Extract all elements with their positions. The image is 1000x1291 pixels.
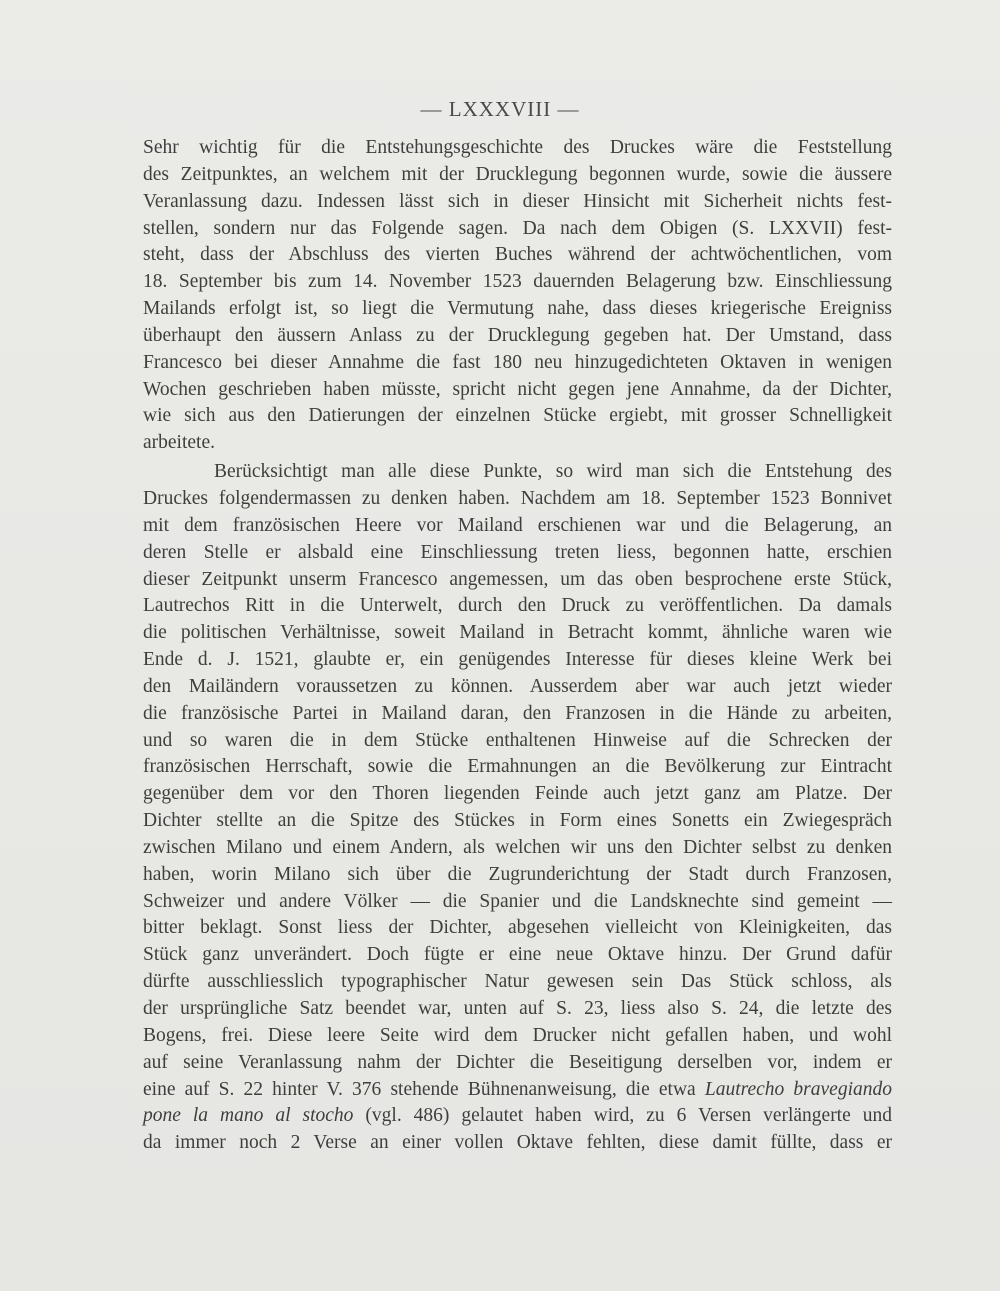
text-line: Mailands erfolgt ist, so liegt die Vermutung nahe, dass dieses kriegerische Ereigniss	[143, 298, 892, 320]
text-line: die französische Partei in Mailand daran, den Franzosen in die Hände zu arbeiten,	[143, 702, 892, 724]
text-line-mixed	[143, 1078, 892, 1102]
text-line: da immer noch 2 Verse an einer vollen Oktave fehlten, diese damit füllte, dass er	[143, 1132, 892, 1154]
text-line: Berücksichtigt man alle diese Punkte, so wird man sich die Entstehung des	[214, 461, 892, 483]
text-line: zwischen Milano und einem Andern, als welchen wir uns den Dichter selbst zu denken	[143, 836, 892, 858]
text-line: auf seine Veranlassung nahm der Dichter die Beseitigung derselben vor, indem er	[143, 1051, 892, 1073]
text-line: wie sich aus den Datierungen der einzelnen Stücke ergiebt, mit grosser Schnelligkeit	[143, 405, 892, 427]
text-line: haben, worin Milano sich über die Zugrunderichtung der Stadt durch Franzosen,	[143, 863, 892, 885]
text-line: steht, dass der Abschluss des vierten Buches während der achtwöchentlichen, vom	[143, 244, 892, 266]
text-line: überhaupt den äussern Anlass zu der Drucklegung gegeben hat. Der Umstand, dass	[143, 324, 892, 346]
text-segment: eine auf S. 22 hinter V. 376 stehende Bühnenanweisung, die etwa	[143, 1078, 705, 1100]
paragraph-1	[143, 136, 892, 1155]
text-line: Wochen geschrieben haben müsste, spricht nicht gegen jene Annahme, da der Dichter,	[143, 378, 892, 400]
text-line: die politischen Verhältnisse, soweit Mailand in Betracht kommt, ähnliche waren wie	[143, 622, 892, 644]
text-line: Lautrechos Ritt in die Unterwelt, durch den Druck zu veröffentlichen. Da damals	[143, 595, 892, 617]
text-line: deren Stelle er alsbald eine Einschliessung treten liess, begonnen hatte, erschien	[143, 541, 892, 563]
text-line: mit dem französischen Heere vor Mailand erschienen war und die Belagerung, an	[143, 514, 892, 536]
text-line: stellen, sondern nur das Folgende sagen. Da nach dem Obigen (S. LXXVII) fest-	[143, 217, 892, 239]
text-line: dieser Zeitpunkt unserm Francesco angemessen, um das oben besprochene erste Stück,	[143, 568, 892, 590]
text-line: Sehr wichtig für die Entstehungsgeschichte des Druckes wäre die Feststellung	[143, 137, 892, 158]
text-line: des Zeitpunktes, an welchem mit der Drucklegung begonnen wurde, sowie die äussere	[143, 163, 892, 185]
page-header: — LXXXVIII —	[420, 97, 580, 121]
text-line-mixed	[143, 1104, 892, 1128]
text-line: Bogens, frei. Diese leere Seite wird dem Drucker nicht gefallen haben, und wohl	[143, 1024, 892, 1046]
text-line: Veranlassung dazu. Indessen lässt sich in dieser Hinsicht mit Sicherheit nichts fest-	[143, 190, 892, 212]
text-line: Dichter stellte an die Spitze des Stückes in Form eines Sonetts ein Zwiegespräch	[143, 810, 892, 832]
text-line: Schweizer und andere Völker — die Spanier und die Landsknechte sind gemeint —	[143, 890, 892, 912]
text-line: der ursprüngliche Satz beendet war, unten auf S. 23, liess also S. 24, die letzte des	[143, 998, 892, 1019]
text-segment: (vgl. 486) gelautet haben wird, zu 6 Versen verlängerte und	[353, 1105, 892, 1127]
text-line: dürfte ausschliesslich typographischer Natur gewesen sein Das Stück schloss, als	[143, 971, 892, 993]
text-line: und so waren die in dem Stücke enthaltenen Hinweise auf die Schrecken der	[143, 729, 892, 751]
italic-phrase: Lautrecho bravegiando	[704, 1078, 892, 1100]
text-line: französischen Herrschaft, sowie die Ermahnungen an die Bevölkerung zur Eintracht	[143, 756, 892, 778]
text-line: den Mailändern voraussetzen zu können. Ausserdem aber war auch jetzt wieder	[143, 675, 892, 697]
text-line: 18. September bis zum 14. November 1523 dauernden Belagerung bzw. Einschliessung	[143, 271, 892, 293]
text-line: Francesco bei dieser Annahme die fast 180 neu hinzugedichteten Oktaven in wenigen	[143, 351, 892, 373]
text-line: bitter beklagt. Sonst liess der Dichter, abgesehen vielleicht von Kleinigkeiten, das	[143, 917, 892, 939]
text-line: arbeitete.	[143, 432, 215, 454]
text-line: Druckes folgendermassen zu denken haben. Nachdem am 18. September 1523 Bonnivet	[143, 487, 892, 509]
text-line: gegenüber dem vor den Thoren liegenden Feinde auch jetzt ganz am Platze. Der	[143, 783, 892, 805]
text-line: Stück ganz unverändert. Doch fügte er eine neue Oktave hinzu. Der Grund dafür	[143, 944, 892, 966]
italic-phrase: pone la mano al stocho	[143, 1105, 354, 1127]
body-text	[143, 136, 892, 1155]
text-line: Ende d. J. 1521, glaubte er, ein genügendes Interesse für dieses kleine Werk bei	[143, 649, 892, 671]
